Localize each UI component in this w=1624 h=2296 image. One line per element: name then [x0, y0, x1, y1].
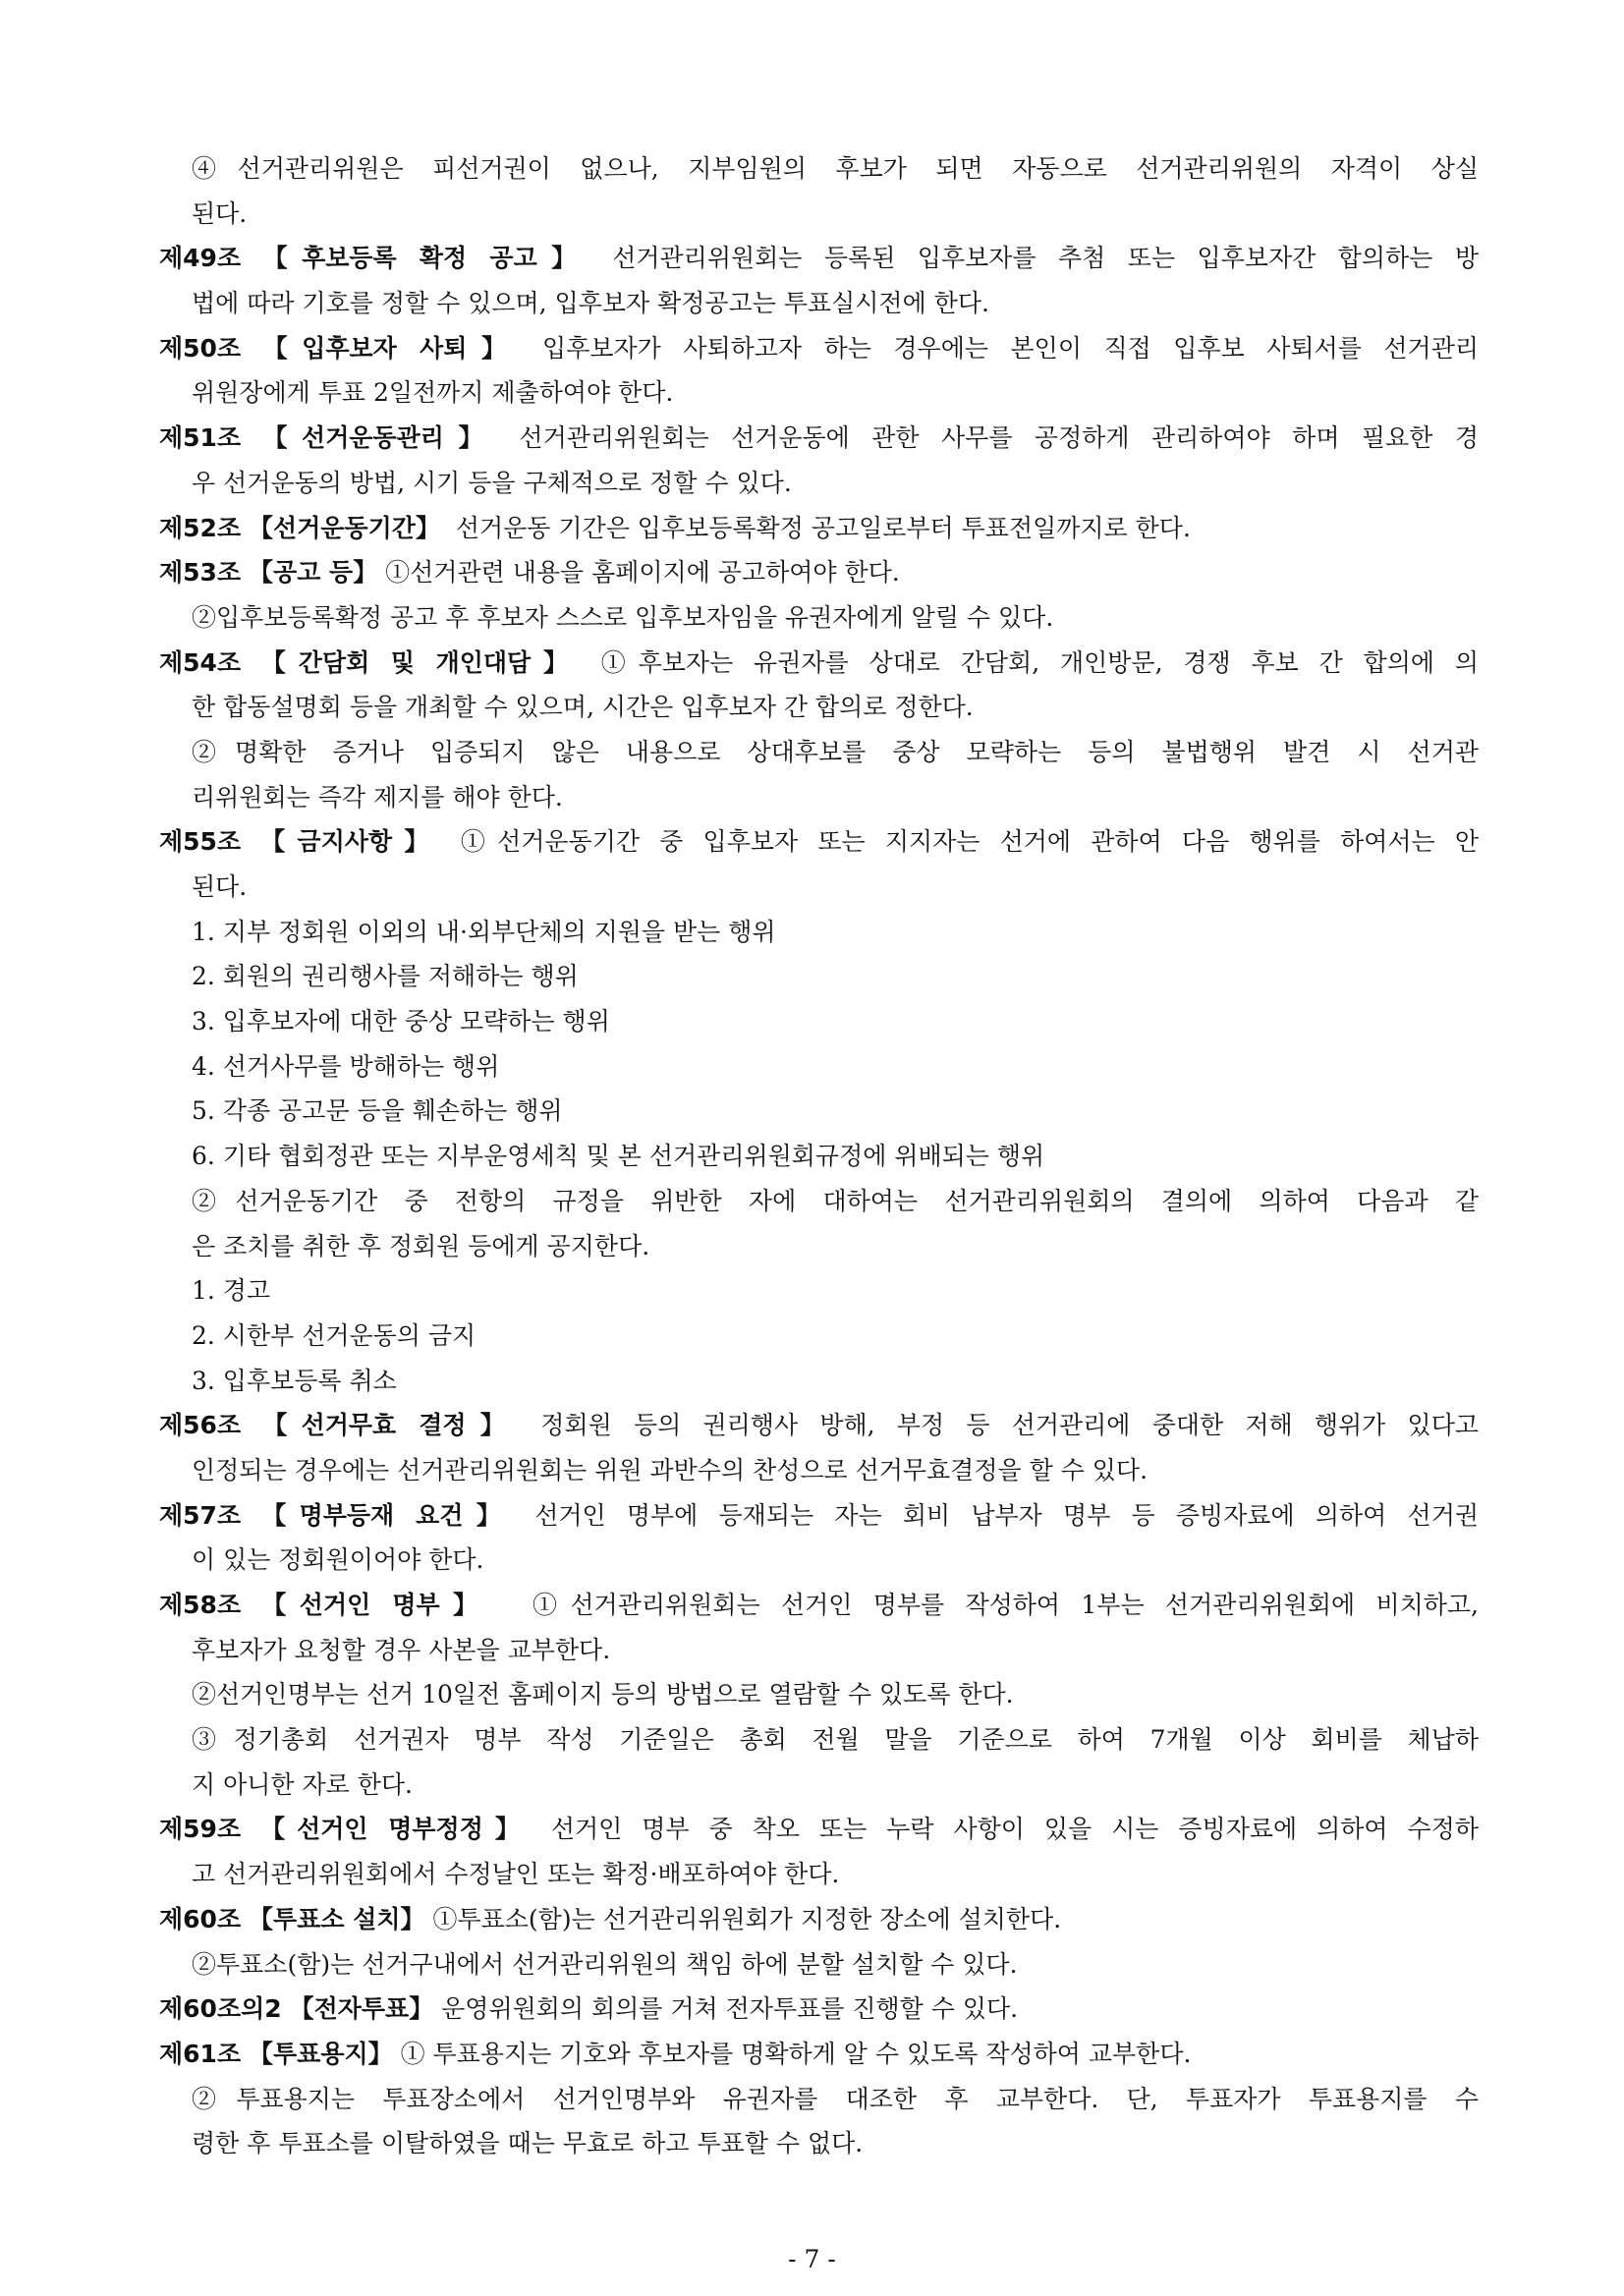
- article-title: 【투표소 설치】: [249, 1904, 425, 1933]
- article-number: 제54조: [159, 647, 242, 677]
- article-60: [159, 1897, 1479, 1987]
- article-heading-line: [159, 1807, 1479, 1852]
- article-title: 【금지사항】: [260, 827, 441, 857]
- article-heading-line: [159, 1987, 1479, 2032]
- article-number: 제59조: [159, 1815, 242, 1844]
- list-item: 2. 시한부 선거운동의 금지: [192, 1320, 476, 1350]
- text-line: ②명확한 증거나 입증되지 않은 내용으로 상대후보를 중상 모략하는 등의 불법행위 발견 시 선거관: [192, 737, 1479, 766]
- article-number: 제51조: [159, 423, 242, 453]
- article-number: 제52조: [159, 513, 242, 542]
- article-heading-line: [159, 1897, 1479, 1942]
- list-item: 3. 입후보등록 취소: [192, 1366, 397, 1395]
- article-number: 제61조: [159, 2039, 242, 2068]
- article-heading-line: [159, 416, 1479, 461]
- article-53: [159, 550, 1479, 640]
- list-item: 5. 각종 공고문 등을 훼손하는 행위: [192, 1096, 563, 1126]
- text-line: 위원장에게 투표 2일전까지 제출하여야 한다.: [192, 378, 674, 408]
- article-title: 【간담회 및 개인대담】: [260, 647, 581, 677]
- list-item: 2. 회원의 권리행사를 저해하는 행위: [192, 962, 579, 991]
- article-57: [159, 1493, 1479, 1583]
- article-51: [159, 416, 1479, 505]
- article-text: 선거관리위원회는 등록된 입후보자를 추첨 또는 입후보자간 합의하는 방: [612, 244, 1479, 273]
- article-number: 제49조: [159, 244, 242, 273]
- text-line: 된다.: [192, 198, 248, 228]
- text-line: 리위원회는 즉각 제지를 해야 한다.: [192, 782, 563, 812]
- article-heading-line: [159, 550, 1479, 595]
- text-line: ②선거운동기간 중 전항의 규정을 위반한 자에 대하여는 선거관리위원회의 결의에 의하여 다음과 같: [192, 1186, 1479, 1215]
- article-number: 제50조: [159, 333, 242, 363]
- article-text: 정회원 등의 권리행사 방해, 부정 등 선거관리에 중대한 저해 행위가 있다고: [540, 1411, 1480, 1440]
- preceding-paragraph: [159, 146, 1479, 236]
- list-item: 6. 기타 협회정관 또는 지부운영세칙 및 본 선거관리위원회규정에 위배되는 행위: [192, 1142, 1045, 1171]
- article-text: 선거인 명부 중 착오 또는 누락 사항이 있을 시는 증빙자료에 의하여 수정하: [550, 1815, 1479, 1844]
- article-61: [159, 2032, 1479, 2166]
- text-line: 인정되는 경우에는 선거관리위원회는 위원 과반수의 찬성으로 선거무효결정을 할 수 있다.: [192, 1455, 1148, 1484]
- text-line: 한 합동설명회 등을 개최할 수 있으며, 시간은 입후보자 간 합의로 정한다.: [192, 693, 974, 722]
- article-title: 【투표용지】: [249, 2039, 393, 2068]
- text-line: 된다.: [192, 872, 248, 901]
- article-title: 【선거무효 결정】: [262, 1411, 520, 1440]
- text-line: 령한 후 투표소를 이탈하였을 때는 무효로 하고 투표할 수 없다.: [192, 2129, 864, 2158]
- article-title: 【선거운동기간】: [249, 513, 440, 542]
- text-line: ④선거관리위원은 피선거권이 없으나, 지부임원의 후보가 되면 자동으로 선거관리위원의 자격이 상실: [192, 154, 1479, 183]
- text-line: 법에 따라 기호를 정할 수 있으며, 입후보자 확정공고는 투표실시전에 한다.: [192, 289, 989, 318]
- article-title: 【전자투표】: [289, 1994, 434, 2024]
- document-body: [159, 146, 1479, 2166]
- article-text: 선거인 명부에 등재되는 자는 회비 납부자 명부 등 증빙자료에 의하여 선거권: [534, 1500, 1479, 1530]
- article-58: [159, 1583, 1479, 1807]
- article-title: 【공고 등】: [249, 558, 378, 588]
- text-line: 은 조치를 취한 후 정회원 등에게 공지한다.: [192, 1231, 650, 1260]
- text-line: 이 있는 정회원이어야 한다.: [192, 1545, 484, 1575]
- article-title: 【선거운동관리】: [262, 423, 497, 453]
- article-heading-line: [159, 1493, 1479, 1539]
- article-54: [159, 641, 1479, 820]
- text-line: 고 선거관리위원회에서 수정날인 또는 확정·배포하여야 한다.: [192, 1860, 840, 1889]
- article-number: 제53조: [159, 558, 242, 588]
- list-item: 3. 입후보자에 대한 중상 모략하는 행위: [192, 1007, 610, 1036]
- article-text: ①투표소(함)는 선거관리위원회가 지정한 장소에 설치한다.: [432, 1904, 1062, 1933]
- article-number: 제60조의2: [159, 1994, 282, 2024]
- article-heading-line: [159, 2032, 1479, 2077]
- text-line: ②투표용지는 투표장소에서 선거인명부와 유권자를 대조한 후 교부한다. 단, 투표자가 투표용지를 수: [192, 2084, 1479, 2113]
- page-number: - 7 -: [788, 2245, 836, 2273]
- article-title: 【입후보자 사퇴】: [262, 333, 521, 363]
- article-52: [159, 506, 1479, 551]
- text-line: ②투표소(함)는 선거구내에서 선거관리위원의 책임 하에 분할 설치할 수 있다.: [192, 1949, 1018, 1979]
- text-line: ③정기총회 선거권자 명부 작성 기준일은 총회 전월 말을 기준으로 하여 7개월 이상 회비를 체납하: [192, 1725, 1479, 1755]
- article-heading-line: [159, 1583, 1479, 1628]
- article-title: 【후보등록 확정 공고】: [262, 244, 590, 273]
- list-item: 1. 경고: [192, 1276, 271, 1306]
- article-59: [159, 1807, 1479, 1896]
- list-item: 1. 지부 정회원 이외의 내·외부단체의 지원을 받는 행위: [192, 917, 776, 946]
- article-text: ① 투표용지는 기호와 후보자를 명확하게 알 수 있도록 작성하여 교부한다.: [400, 2039, 1192, 2068]
- article-number: 제55조: [159, 827, 242, 857]
- article-heading-line: [159, 1403, 1479, 1448]
- article-text: ①후보자는 유권자를 상대로 간담회, 개인방문, 경쟁 후보 간 합의에 의: [600, 647, 1479, 677]
- article-number: 제57조: [159, 1500, 242, 1530]
- text-line: 우 선거운동의 방법, 시기 등을 구체적으로 정할 수 있다.: [192, 468, 792, 497]
- article-title: 【선거인 명부정정】: [260, 1815, 532, 1844]
- article-text: ①선거관리위원회는 선거인 명부를 작성하여 1부는 선거관리위원회에 비치하고,: [532, 1591, 1479, 1619]
- article-55: [159, 819, 1479, 1403]
- article-56: [159, 1403, 1479, 1492]
- article-heading-line: [159, 819, 1479, 865]
- article-heading-line: [159, 326, 1479, 371]
- list-item: 4. 선거사무를 방해하는 행위: [192, 1051, 500, 1081]
- article-title: 【선거인 명부】: [261, 1591, 491, 1619]
- article-49: [159, 236, 1479, 325]
- article-heading-line: [159, 506, 1479, 551]
- article-title: 【명부등재 요건】: [261, 1500, 514, 1530]
- article-text: ①선거운동기간 중 입후보자 또는 지지자는 선거에 관하여 다음 행위를 하여서는 안: [460, 827, 1480, 857]
- article-text: 선거관리위원회는 선거운동에 관한 사무를 공정하게 관리하여야 하며 필요한 경: [519, 423, 1479, 453]
- article-heading-line: [159, 236, 1479, 281]
- text-line: ②입후보등록확정 공고 후 후보자 스스로 입후보자임을 유권자에게 알릴 수 있다.: [192, 602, 1054, 632]
- article-text: ①선거관련 내용을 홈페이지에 공고하여야 한다.: [385, 558, 900, 588]
- article-text: 입후보자가 사퇴하고자 하는 경우에는 본인이 직접 입후보 사퇴서를 선거관리: [542, 333, 1479, 363]
- article-text: 선거운동 기간은 입후보등록확정 공고일로부터 투표전일까지로 한다.: [455, 513, 1191, 542]
- article-60-2: [159, 1987, 1479, 2032]
- article-number: 제58조: [159, 1591, 242, 1619]
- article-50: [159, 326, 1479, 416]
- text-line: 지 아니한 자로 한다.: [192, 1769, 413, 1799]
- article-heading-line: [159, 641, 1479, 686]
- text-line: ②선거인명부는 선거 10일전 홈페이지 등의 방법으로 열람할 수 있도록 한다.: [192, 1680, 1014, 1709]
- article-text: 운영위원회의 회의를 거쳐 전자투표를 진행할 수 있다.: [441, 1994, 1019, 2024]
- text-line: 후보자가 요청할 경우 사본을 교부한다.: [192, 1635, 611, 1664]
- article-number: 제56조: [159, 1411, 242, 1440]
- article-number: 제60조: [159, 1904, 242, 1933]
